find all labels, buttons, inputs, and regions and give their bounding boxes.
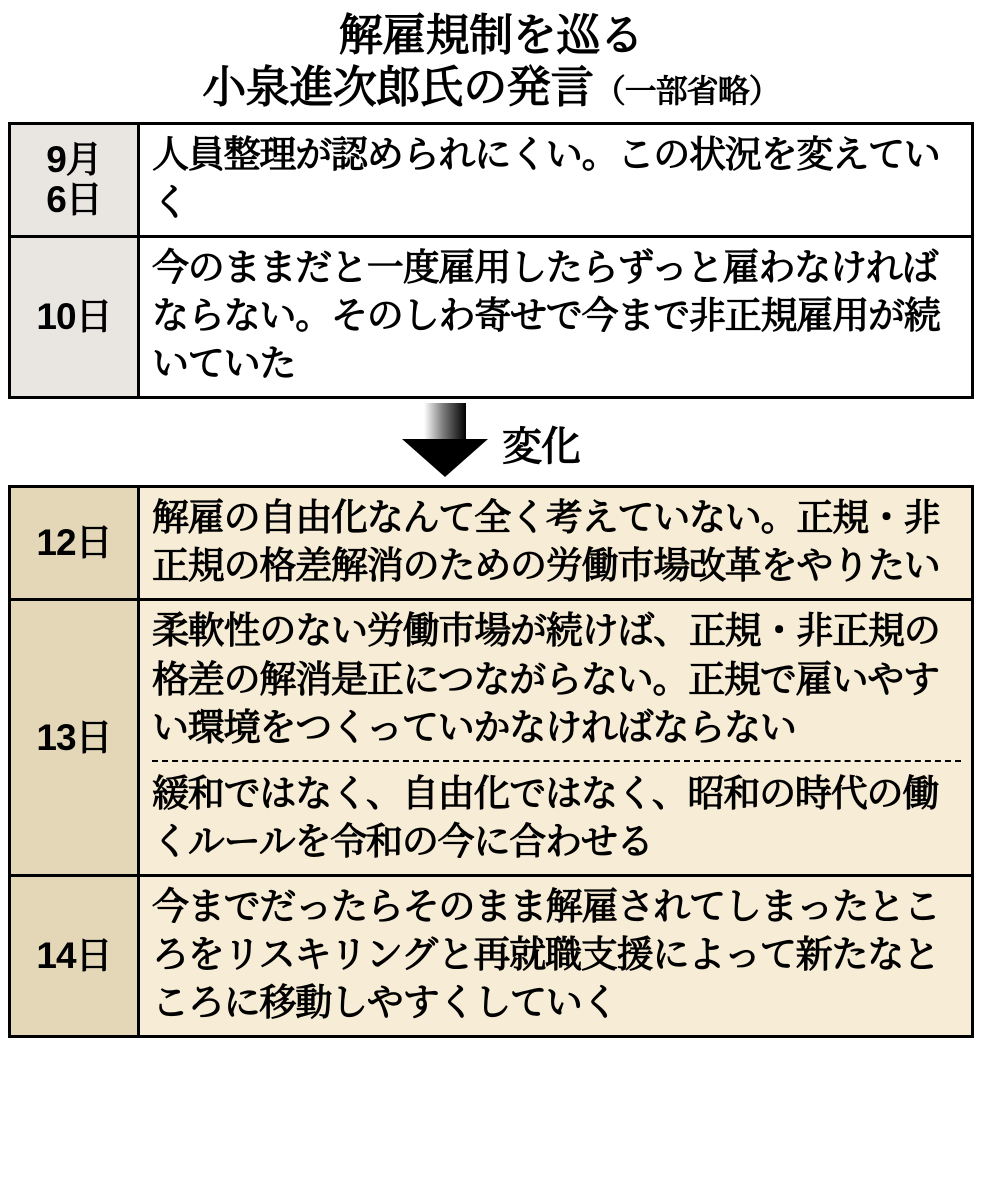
date-line-1: 14日 <box>36 935 112 977</box>
quote-cell <box>139 600 973 875</box>
date-cell <box>10 123 139 236</box>
date-line-1: 10日 <box>36 296 112 338</box>
quote-cell <box>139 875 973 1036</box>
quote-cell: 人員整理が認められにくい。この状況を変えていく <box>139 123 973 236</box>
down-arrow-icon <box>402 403 488 477</box>
date-cell <box>10 487 139 600</box>
quote-text: 緩和ではなく、自由化ではなく、昭和の時代の働くルールを令和の今に合わせる <box>152 760 961 866</box>
page-title <box>8 0 974 114</box>
date-cell <box>10 237 139 398</box>
transition-arrow-row <box>8 399 974 485</box>
quote-cell <box>139 487 973 600</box>
quote-text: 今までだったらそのまま解雇されてしまったところをリスキリングと再就職支援によって新たなところに移動しやすくしていく <box>152 885 940 1024</box>
date-line-1: 9月 <box>46 138 102 180</box>
table-row <box>10 487 973 600</box>
title-line-1: 解雇規制を巡る <box>338 11 644 60</box>
table-row <box>10 237 973 398</box>
date-line-2: 6日 <box>46 178 102 220</box>
quote-cell: 今のままだと一度雇用したらずっと雇わなければならない。そのしわ寄せで今まで非正規雇用が続いていた <box>139 237 973 398</box>
quote-text: 解雇の自由化なんて全く考えていない。正規・非正規の格差解消のための労働市場改革をやりたい <box>152 497 940 587</box>
title-main-text: 小泉進次郎氏の発言 <box>202 62 594 112</box>
statements-table-after <box>8 485 974 1038</box>
quote-text: 柔軟性のない労働市場が続けば、正規・非正規の格差の解消是正につながらない。正規で雇いやすい環境をつくっていかなければならない <box>152 610 940 748</box>
title-line-2 <box>8 62 974 114</box>
table-row <box>10 123 973 236</box>
table-row <box>10 600 973 875</box>
date-line-1: 12日 <box>36 522 112 564</box>
title-suffix-text: （一部省略） <box>593 72 780 109</box>
date-cell <box>10 600 139 875</box>
date-cell <box>10 875 139 1036</box>
table-row <box>10 875 973 1036</box>
arrow-label: 変化 <box>502 424 580 469</box>
date-line-1: 13日 <box>36 716 112 758</box>
statements-table-before <box>8 122 974 399</box>
